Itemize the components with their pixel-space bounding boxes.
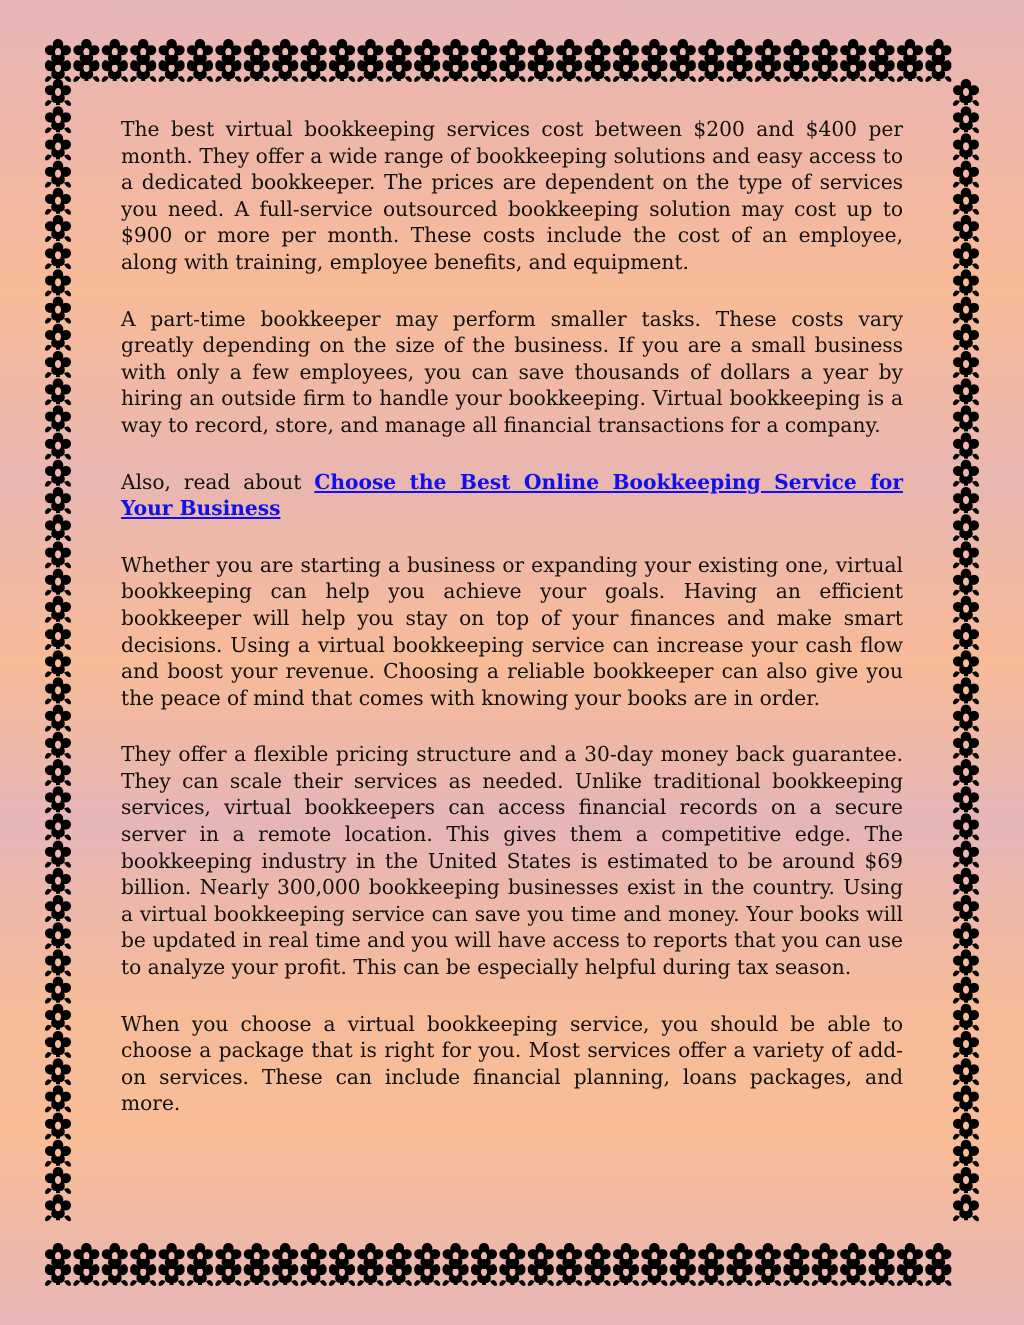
flower-ornament-icon [102,55,128,82]
flower-ornament-icon [45,297,71,324]
flower-ornament-icon [45,55,71,82]
best-online-bookkeeping-link[interactable]: Choose the Best Online Bookkeeping Service for Your Business [121,469,903,521]
flower-ornament-icon [812,1259,838,1286]
flower-ornament-icon [45,759,71,786]
flower-ornament-icon [953,1058,979,1085]
flower-ornament-icon [953,1031,979,1058]
flower-ornament-icon [698,55,724,82]
flower-ornament-icon [499,1259,525,1286]
flower-ornament-icon [953,514,979,541]
flower-ornament-icon [45,1113,71,1140]
flower-ornament-icon [925,55,951,82]
flower-ornament-icon [953,378,979,405]
flower-ornament-icon [272,55,298,82]
flower-ornament-icon [45,242,71,269]
flower-ornament-icon [953,269,979,296]
flower-ornament-icon [301,55,327,82]
flower-ornament-icon [45,378,71,405]
flower-ornament-icon [45,541,71,568]
flower-ornament-icon [953,79,979,106]
flower-ornament-icon [953,1004,979,1031]
flower-ornament-icon [215,55,241,82]
flower-ornament-icon [641,55,667,82]
flower-ornament-icon [45,1167,71,1194]
flower-ornament-icon [755,55,781,82]
flower-ornament-icon [45,841,71,868]
flower-ornament-icon [953,324,979,351]
flower-ornament-icon [357,1259,383,1286]
flower-ornament-icon [443,55,469,82]
flower-ornament-icon [45,922,71,949]
flower-ornament-icon [45,133,71,160]
flower-ornament-icon [45,215,71,242]
flower-ornament-icon [45,188,71,215]
flower-ornament-icon [925,1259,951,1286]
flower-ornament-icon [45,269,71,296]
flower-ornament-icon [869,1259,895,1286]
flower-ornament-icon [244,1259,270,1286]
flower-ornament-icon [45,677,71,704]
flower-ornament-icon [812,55,838,82]
flower-ornament-icon [953,133,979,160]
flower-ornament-icon [301,1259,327,1286]
flower-ornament-icon [953,1113,979,1140]
flower-ornament-icon [528,1259,554,1286]
flower-ornament-icon [953,949,979,976]
flower-ornament-icon [45,433,71,460]
flower-ornament-icon [130,1259,156,1286]
flower-ornament-icon [102,1259,128,1286]
flower-ornament-icon [45,106,71,133]
flower-ornament-icon [953,895,979,922]
flower-ornament-icon [727,1259,753,1286]
flower-ornament-icon [840,55,866,82]
flower-ornament-icon [953,215,979,242]
flower-ornament-icon [953,868,979,895]
flower-ornament-icon [953,487,979,514]
flower-ornament-icon [613,1259,639,1286]
flower-ornament-icon [45,79,71,106]
flower-ornament-icon [953,1085,979,1112]
flower-ornament-icon [953,106,979,133]
flower-ornament-icon [45,1259,71,1286]
flower-ornament-icon [45,161,71,188]
flower-ornament-icon [45,324,71,351]
flower-ornament-icon [45,460,71,487]
paragraph-3: Whether you are starting a business or expanding your existing one, virtual bookkeeping can help you achieve your goals. Having an efficient bookkeeper will help you stay on top of your finances and make smart decisions. Using a virtual bookkeeping service can increase your cash flow and boost your revenue. Choosing a reliable bookkeeper can also give you the peace of mind that comes with knowing your books are in order. [121,552,903,710]
flower-ornament-icon [897,1259,923,1286]
flower-ornament-icon [414,1259,440,1286]
flower-ornament-icon [45,650,71,677]
flower-ornament-icon [953,977,979,1004]
flower-ornament-icon [45,1140,71,1167]
flower-ornament-icon [45,949,71,976]
flower-ornament-icon [45,1004,71,1031]
flower-ornament-icon [45,514,71,541]
flower-ornament-icon [471,55,497,82]
flower-ornament-icon [953,188,979,215]
flower-ornament-icon [45,786,71,813]
flower-ornament-icon [613,55,639,82]
flower-ornament-icon [45,732,71,759]
flower-ornament-icon [953,405,979,432]
flower-ornament-icon [414,55,440,82]
flower-ornament-icon [953,759,979,786]
flower-ornament-icon [953,596,979,623]
flower-ornament-icon [641,1259,667,1286]
flower-ornament-icon [698,1259,724,1286]
flower-ornament-icon [783,55,809,82]
flower-ornament-icon [45,405,71,432]
flower-ornament-icon [953,433,979,460]
flower-ornament-icon [45,1058,71,1085]
flower-ornament-icon [727,55,753,82]
flower-ornament-icon [130,55,156,82]
flower-ornament-icon [953,677,979,704]
flower-ornament-icon [45,596,71,623]
flower-ornament-icon [73,1259,99,1286]
flower-ornament-icon [357,55,383,82]
flower-ornament-icon [953,351,979,378]
also-read-prefix: Also, read about [121,469,302,494]
flower-ornament-icon [45,1031,71,1058]
flower-ornament-icon [953,1194,979,1221]
flower-ornament-icon [187,1259,213,1286]
flower-ornament-icon [840,1259,866,1286]
flower-ornament-icon [670,55,696,82]
flower-ornament-icon [953,1140,979,1167]
flower-ornament-icon [471,1259,497,1286]
flower-ornament-icon [869,55,895,82]
flower-ornament-icon [897,55,923,82]
flower-ornament-icon [953,650,979,677]
flower-ornament-icon [45,705,71,732]
flower-ornament-icon [45,487,71,514]
flower-ornament-icon [45,868,71,895]
flower-ornament-icon [73,55,99,82]
flower-ornament-icon [272,1259,298,1286]
flower-ornament-icon [953,922,979,949]
flower-ornament-icon [953,623,979,650]
flower-ornament-icon [953,1167,979,1194]
flower-ornament-icon [953,541,979,568]
flower-ornament-icon [499,55,525,82]
flower-ornament-icon [329,55,355,82]
flower-ornament-icon [783,1259,809,1286]
flower-ornament-icon [443,1259,469,1286]
paragraph-5: When you choose a virtual bookkeeping service, you should be able to choose a package that is right for you. Most services offer a variety of add-on services. These can include financial planning, loans packages, and more. [121,1011,903,1116]
flower-ornament-icon [45,813,71,840]
flower-ornament-icon [45,623,71,650]
flower-ornament-icon [670,1259,696,1286]
flower-ornament-icon [45,1085,71,1112]
article-body [121,116,903,1147]
flower-ornament-icon [215,1259,241,1286]
flower-ornament-icon [45,1194,71,1221]
flower-ornament-icon [159,55,185,82]
flower-ornament-icon [386,1259,412,1286]
flower-ornament-icon [953,242,979,269]
flower-ornament-icon [159,1259,185,1286]
flower-ornament-icon [953,705,979,732]
flower-ornament-icon [386,55,412,82]
flower-ornament-icon [329,1259,355,1286]
flower-ornament-icon [244,55,270,82]
paragraph-1: The best virtual bookkeeping services cost between $200 and $400 per month. They offer a wide range of bookkeeping solutions and easy access to a dedicated bookkeeper. The prices are dependent on the type of services you need. A full-service outsourced bookkeeping solution may cost up to $900 or more per month. These costs include the cost of an employee, along with training, employee benefits, and equipment. [121,117,903,274]
flower-ornament-icon [45,569,71,596]
flower-ornament-icon [45,351,71,378]
flower-ornament-icon [755,1259,781,1286]
flower-ornament-icon [953,569,979,596]
flower-ornament-icon [585,1259,611,1286]
paragraph-2: A part-time bookkeeper may perform smaller tasks. These costs vary greatly depending on the size of the business. If you are a small business with only a few employees, you can save thousands of dollars a year by hiring an outside firm to handle your bookkeeping. Virtual bookkeeping is a way to record, store, and manage all financial transactions for a company. [121,306,903,437]
flower-ornament-icon [556,55,582,82]
flower-ornament-icon [585,55,611,82]
flower-ornament-icon [187,55,213,82]
flower-ornament-icon [953,732,979,759]
flower-ornament-icon [45,977,71,1004]
also-read-paragraph [121,469,903,522]
flower-ornament-icon [953,786,979,813]
flower-ornament-icon [953,460,979,487]
flower-ornament-icon [953,841,979,868]
flower-ornament-icon [953,297,979,324]
flower-ornament-icon [953,813,979,840]
flower-ornament-icon [528,55,554,82]
paragraph-4: They offer a flexible pricing structure and a 30-day money back guarantee. They can scale their services as needed. Unlike traditional bookkeeping services, virtual bookkeepers can access financial records on a secure server in a remote location. This gives them a competitive edge. The bookkeeping industry in the United States is estimated to be around $69 billion. Nearly 300,000 bookkeeping businesses exist in the country. Using a virtual bookkeeping service can save you time and money. Your books will be updated in real time and you will have access to reports that you can use to analyze your profit. This can be especially helpful during tax season. [121,742,903,980]
flower-ornament-icon [953,161,979,188]
flower-ornament-icon [556,1259,582,1286]
flower-ornament-icon [45,895,71,922]
